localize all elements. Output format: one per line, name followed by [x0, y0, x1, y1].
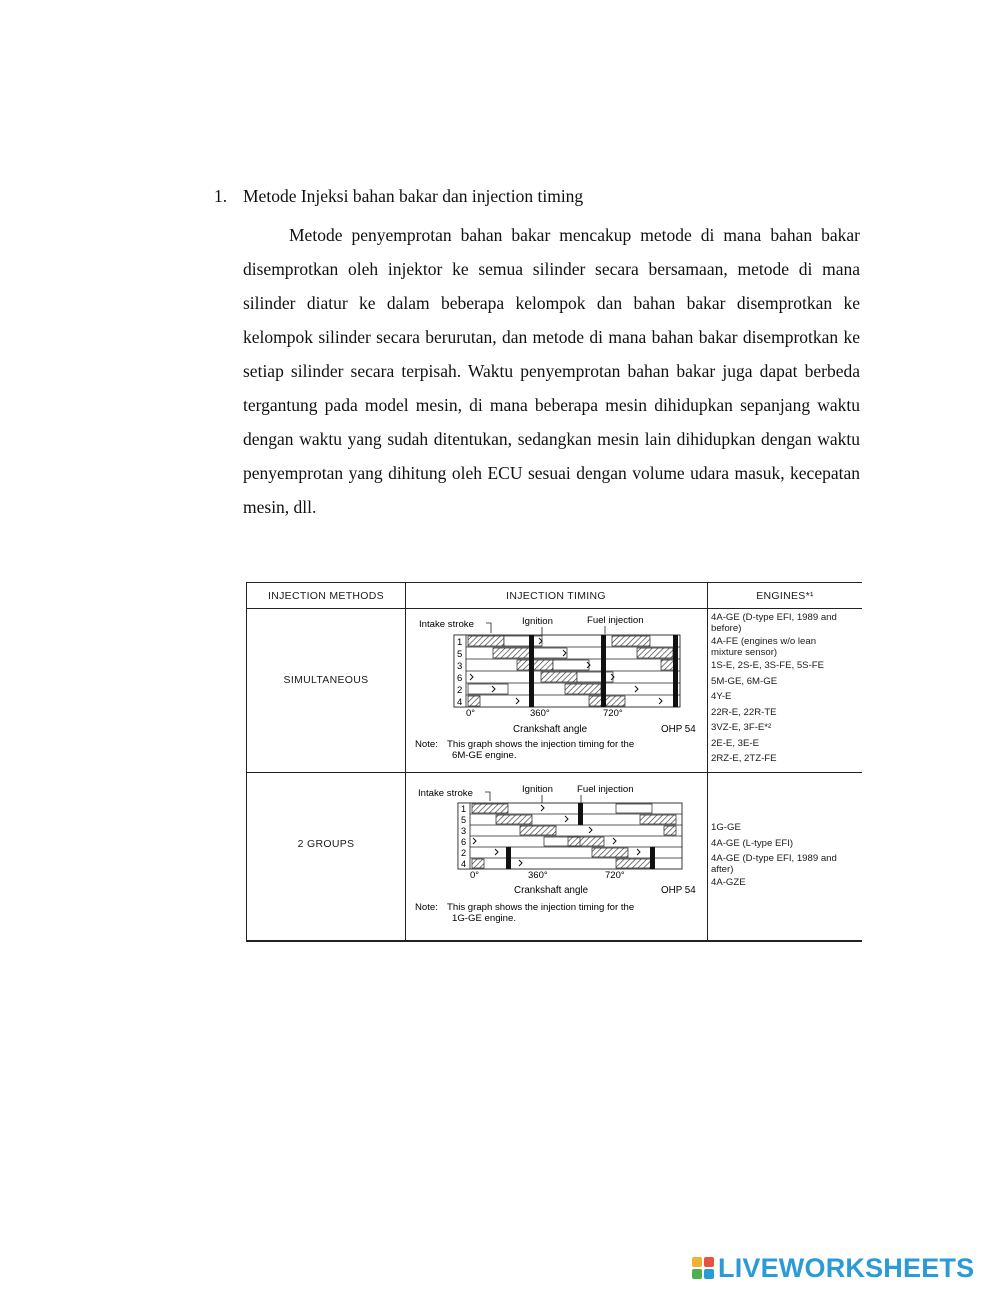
cylinder-5-label: 5 — [457, 649, 463, 660]
angle-720-label: 720° — [603, 708, 623, 719]
engine-item: 1G-GE — [711, 822, 741, 833]
intake-stroke-bar — [568, 837, 604, 846]
engine-item: 3VZ-E, 3F-E*² — [711, 722, 772, 733]
fuel-injection-bar — [529, 635, 534, 707]
note-line-1: This graph shows the injection timing for the — [447, 739, 635, 750]
intake-stroke-label: Intake stroke — [418, 788, 473, 799]
logo-tile — [692, 1269, 702, 1279]
table-divider — [405, 583, 406, 940]
engine-item: before) — [711, 622, 742, 634]
ignition-mark — [473, 838, 476, 844]
ignition-mark — [470, 674, 473, 680]
stroke-bar — [468, 684, 508, 694]
intake-stroke-bar — [468, 696, 480, 706]
ignition-mark — [495, 849, 498, 855]
liveworksheets-logo[interactable] — [692, 1252, 974, 1284]
engines-2-groups — [711, 823, 863, 889]
timing-diagram-simultaneous — [407, 610, 709, 770]
angle-0-label: 0° — [466, 708, 476, 719]
engine-item: 22R-E, 22R-TE — [711, 706, 777, 718]
ohp-code: OHP 54 — [661, 724, 696, 735]
header-injection-methods: INJECTION METHODS — [268, 590, 384, 602]
intake-stroke-bar — [616, 859, 652, 868]
engine-item: 4A-GE (D-type EFI, 1989 and — [711, 853, 837, 864]
ignition-mark — [659, 698, 662, 704]
fuel-injection-label: Fuel injection — [577, 784, 634, 795]
stroke-bar — [504, 636, 542, 646]
logo-icon — [692, 1257, 714, 1279]
angle-720-label: 720° — [605, 870, 625, 881]
intake-stroke-bar — [565, 684, 601, 694]
cylinder-4-label: 4 — [461, 859, 467, 869]
leader-line — [485, 792, 490, 801]
engine-item: 4A-GE (L-type EFI) — [711, 837, 794, 849]
intake-stroke-label: Intake stroke — [419, 619, 474, 630]
intake-stroke-bar — [541, 672, 577, 682]
method-2-groups: 2 GROUPS — [297, 838, 355, 850]
header-engines: ENGINES*¹ — [756, 590, 814, 602]
logo-text: LIVEWORKSHEETS — [718, 1252, 975, 1283]
intake-stroke-bar — [520, 826, 556, 835]
cylinder-1-label: 1 — [461, 804, 467, 814]
engine-item: after) — [711, 863, 734, 875]
engine-item: 5M-GE, 6M-GE — [711, 675, 778, 687]
note-line-1: This graph shows the injection timing for the — [447, 902, 635, 913]
cylinder-3-label: 3 — [457, 661, 463, 672]
stroke-bar — [616, 804, 652, 813]
method-simultaneous: SIMULTANEOUS — [283, 674, 369, 686]
intake-stroke-bar — [589, 696, 625, 706]
ignition-mark — [516, 698, 519, 704]
axis-label: Crankshaft angle — [513, 724, 588, 735]
engine-item: 1S-E, 2S-E, 3S-FE, 5S-FE — [711, 660, 825, 671]
leader-line — [486, 623, 491, 633]
cylinder-grid — [454, 635, 680, 708]
cylinder-5-label: 5 — [461, 815, 467, 825]
intake-stroke-bar — [468, 636, 504, 646]
engine-item: mixture sensor) — [711, 646, 778, 658]
intake-stroke-bar — [496, 815, 532, 824]
engines-simultaneous — [711, 613, 863, 765]
intake-stroke-bar — [493, 648, 531, 658]
ignition-mark — [637, 849, 640, 855]
angle-360-label: 360° — [528, 870, 548, 881]
intake-stroke-bar — [661, 660, 675, 670]
fuel-injection-label: Fuel injection — [587, 615, 644, 626]
engine-item: 4A-GZE — [711, 877, 746, 888]
cylinder-6-label: 6 — [457, 673, 463, 684]
engine-item: 4Y-E — [711, 691, 732, 702]
section-title: Metode Injeksi bahan bakar dan injection timing — [243, 186, 584, 206]
fuel-injection-bar — [650, 847, 655, 869]
injection-table — [246, 582, 862, 942]
logo-tile — [704, 1269, 714, 1279]
ignition-mark — [541, 805, 544, 811]
ignition-mark — [565, 816, 568, 822]
intake-stroke-bar — [472, 859, 484, 868]
engine-item: 2E-E, 3E-E — [711, 737, 759, 749]
intake-stroke-bar — [612, 636, 650, 646]
cylinder-6-label: 6 — [461, 837, 467, 847]
cylinder-2-label: 2 — [457, 685, 463, 696]
note-line-2: 1G-GE engine. — [452, 913, 516, 924]
section-number: 1. — [214, 186, 228, 206]
ignition-mark — [589, 827, 592, 833]
table-divider — [247, 772, 862, 773]
angle-0-label: 0° — [470, 870, 480, 881]
ignition-mark — [635, 686, 638, 692]
cylinder-grid — [458, 803, 682, 869]
ignition-mark — [613, 838, 616, 844]
note-prefix: Note: — [415, 739, 438, 750]
engine-item: 4A-FE (engines w/o lean — [711, 636, 817, 647]
intake-stroke-bar — [640, 815, 676, 824]
section-paragraph: Metode penyemprotan bahan bakar mencakup metode di mana bahan bakar disemprotkan oleh injektor ke semua silinder secara bersamaan, metode di mana silinder diatur ke dalam beberapa kelompok dan bahan bakar disemprotkan ke kelompok silinder secara berurutan, dan metode di mana bahan bakar disemprotkan ke setiap silinder secara terpisah. Waktu penyemprotan bahan bakar juga dapat berbeda tergantung pada model mesin, di mana beberapa mesin dihidupkan sepanjang waktu dengan waktu yang sudah ditentukan, sedangkan mesin lain dihidupkan dengan waktu penyemprotan yang dihitung oleh ECU sesuai dengan volume udara masuk, kecepatan mesin, dll. — [243, 225, 860, 517]
note-prefix: Note: — [415, 902, 438, 913]
header-injection-timing: INJECTION TIMING — [506, 590, 606, 602]
engine-item: 4A-GE (D-type EFI, 1989 and — [711, 612, 837, 623]
angle-360-label: 360° — [530, 708, 550, 719]
axis-label: Crankshaft angle — [514, 885, 589, 896]
timing-diagram-2-groups — [407, 776, 709, 936]
stroke-bar — [553, 660, 589, 670]
logo-tile — [704, 1257, 714, 1267]
stroke-bar — [577, 672, 613, 682]
cylinder-3-label: 3 — [461, 826, 467, 836]
intake-stroke-bar — [664, 826, 676, 835]
intake-stroke-bar — [472, 804, 508, 813]
intake-stroke-bar — [517, 660, 553, 670]
ignition-label: Ignition — [522, 784, 553, 795]
fuel-injection-bar — [506, 847, 511, 869]
fuel-injection-bar — [578, 803, 583, 825]
cylinder-2-label: 2 — [461, 848, 467, 858]
cylinder-4-label: 4 — [457, 697, 463, 708]
ignition-label: Ignition — [522, 616, 553, 627]
fuel-injection-bar — [601, 635, 606, 707]
logo-tile — [692, 1257, 702, 1267]
cylinder-1-label: 1 — [457, 637, 463, 648]
engine-item: 2RZ-E, 2TZ-FE — [711, 753, 777, 764]
intake-stroke-bar — [592, 848, 628, 857]
ignition-mark — [519, 860, 522, 866]
intake-stroke-bar — [637, 648, 673, 658]
fuel-injection-bar — [673, 635, 678, 707]
note-line-2: 6M-GE engine. — [452, 750, 517, 761]
stroke-bar — [531, 648, 567, 658]
ohp-code: OHP 54 — [661, 885, 696, 896]
